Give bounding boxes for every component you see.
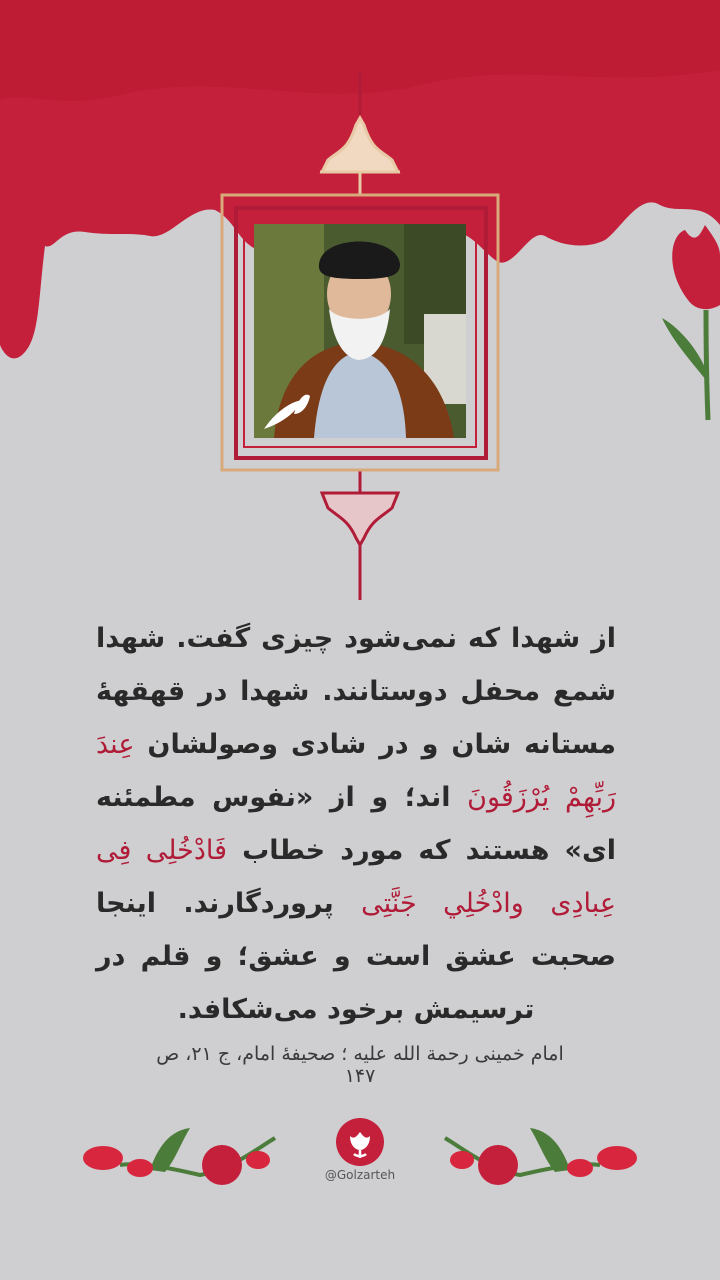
tulip-logo-icon — [336, 1118, 384, 1166]
brand-handle: @Golzarteh — [324, 1168, 396, 1182]
portrait-photo — [254, 224, 466, 438]
quote-segment: اند؛ و از «نفوس مطمئنه ای» هستند که مورد خطاب — [96, 782, 616, 866]
quran-verse-highlight: عِندَ رَبِّهِمْ یُرْزَقُونَ — [96, 729, 616, 813]
quote-segment: پروردگارند. اینجا صحبت عشق است و عشق؛ و قلم در ترسیمش برخود می‌شکافد. — [96, 888, 616, 1025]
source-citation: امام خمینی رحمة الله علیه ؛ صحیفهٔ امام، ج ۲۱، ص ۱۴۷ — [156, 1043, 564, 1087]
quran-verse-highlight: فَادْخُلِی فِی عِبادِی وادْخُلِي جَنَّتِی — [96, 835, 616, 919]
quote-text — [96, 612, 616, 1036]
quote-segment: از شهدا که نمی‌شود چیزی گفت. شهدا شمع محفل دوستانند. شهدا در قهقههٔ مستانه شان و در شادی وصولشان — [96, 623, 616, 760]
